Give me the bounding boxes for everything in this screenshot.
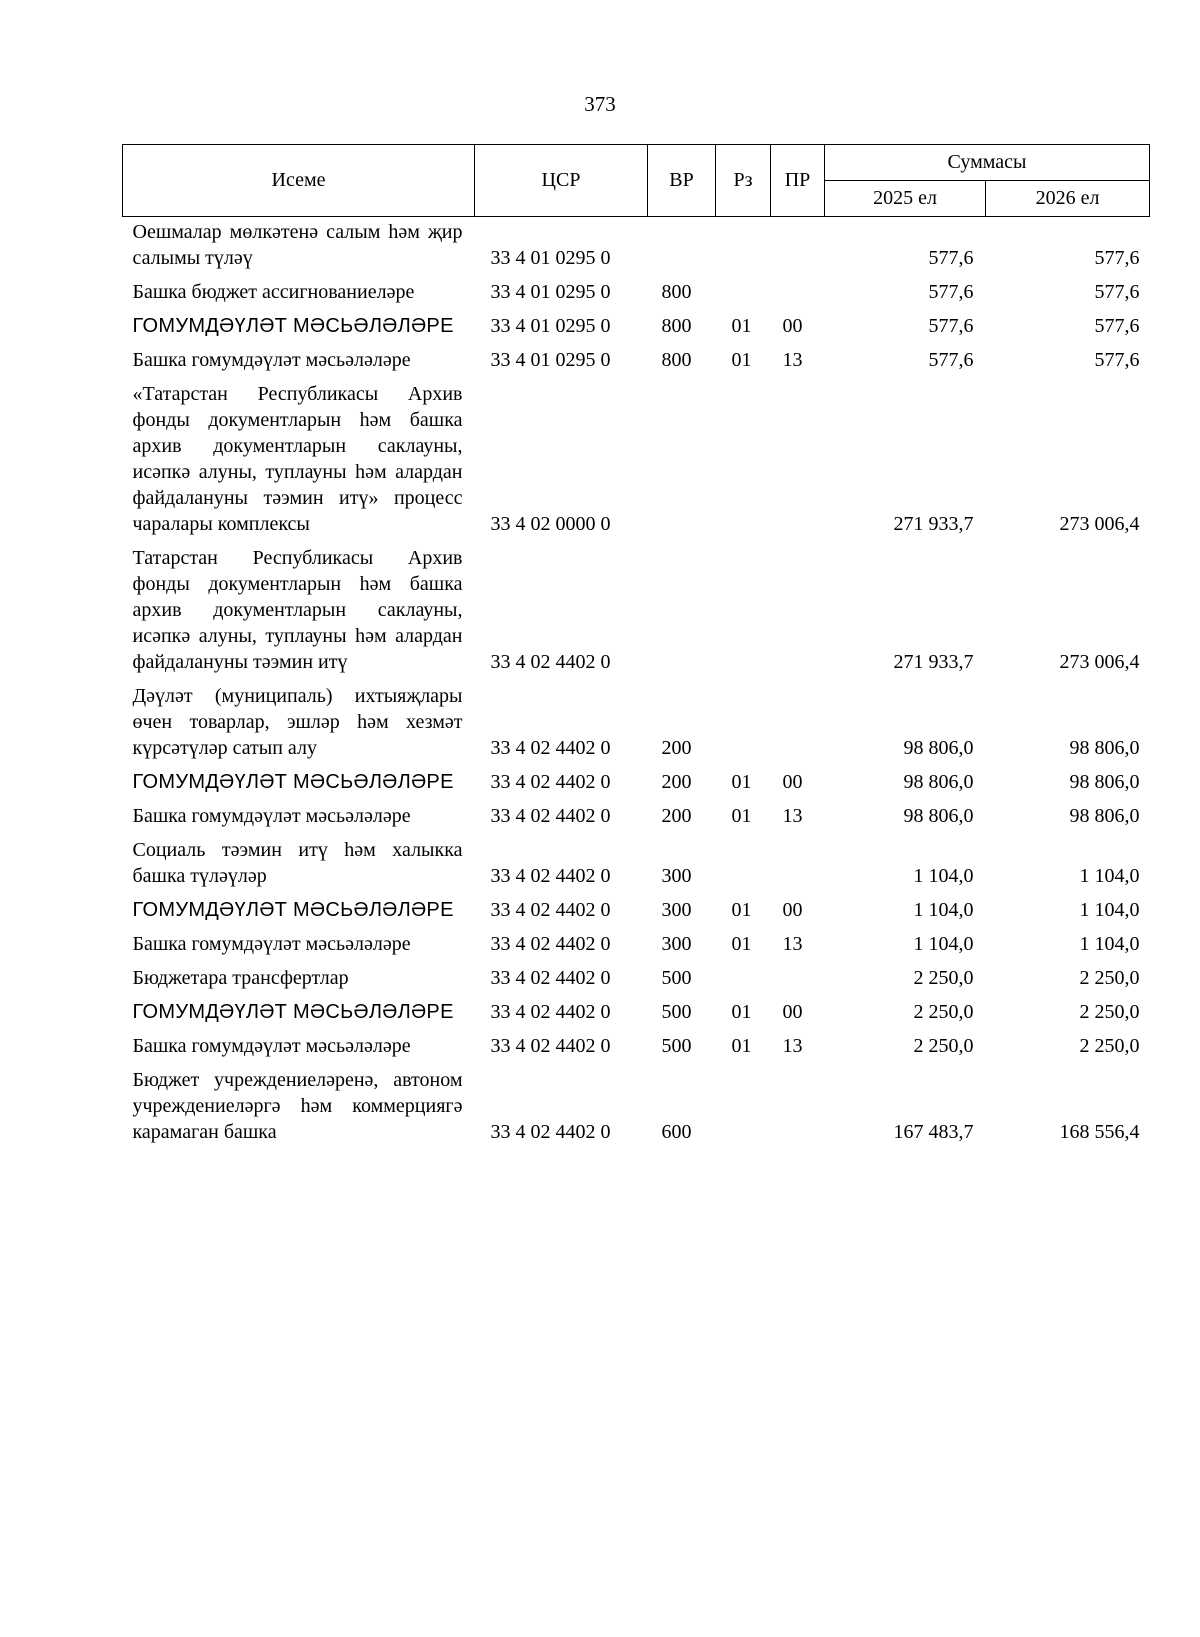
row-rz: 01 bbox=[731, 1001, 752, 1023]
row-pr bbox=[771, 381, 825, 545]
row-name: Башка гомумдәүләт мәсьәләләре bbox=[132, 349, 411, 371]
row-vr: 800 bbox=[661, 281, 692, 303]
row-name: Бюджетара трансфертлар bbox=[132, 967, 349, 989]
row-vr: 500 bbox=[661, 1001, 692, 1023]
row-vr: 300 bbox=[661, 899, 692, 921]
row-amount-2025: 2 250,0 bbox=[913, 1035, 974, 1057]
row-pr: 13 bbox=[782, 349, 803, 371]
header-name: Исеме bbox=[123, 145, 475, 217]
header-pr: ПР bbox=[771, 145, 825, 217]
row-amount-2025: 271 933,7 bbox=[893, 513, 974, 535]
row-csr: 33 4 02 4402 0 bbox=[490, 1121, 611, 1143]
row-rz: 01 bbox=[731, 1035, 752, 1057]
row-amount-2025: 167 483,7 bbox=[893, 1121, 974, 1143]
row-amount-2026: 1 104,0 bbox=[1079, 865, 1140, 887]
table-row bbox=[123, 965, 1150, 999]
row-csr: 33 4 02 4402 0 bbox=[490, 771, 611, 793]
row-amount-2025: 1 104,0 bbox=[913, 865, 974, 887]
row-amount-2025: 1 104,0 bbox=[913, 899, 974, 921]
row-csr: 33 4 02 4402 0 bbox=[490, 737, 611, 759]
row-amount-2026: 2 250,0 bbox=[1079, 967, 1140, 989]
header-csr: ЦСР bbox=[475, 145, 648, 217]
table-row bbox=[123, 837, 1150, 897]
table-row bbox=[123, 347, 1150, 381]
table-row bbox=[123, 999, 1150, 1033]
row-csr: 33 4 02 0000 0 bbox=[490, 513, 611, 535]
row-amount-2025: 577,6 bbox=[928, 315, 974, 337]
row-amount-2025: 577,6 bbox=[928, 281, 974, 303]
table-row bbox=[123, 1067, 1150, 1153]
row-amount-2026: 1 104,0 bbox=[1079, 933, 1140, 955]
row-name: ГОМУМДӘҮЛӘТ МӘСЬӘЛӘЛӘРЕ bbox=[132, 899, 454, 921]
row-pr bbox=[771, 965, 825, 999]
row-name: Башка бюджет ассигнованиеләре bbox=[132, 281, 415, 303]
row-amount-2025: 98 806,0 bbox=[903, 771, 974, 793]
row-pr bbox=[771, 837, 825, 897]
row-amount-2026: 1 104,0 bbox=[1079, 899, 1140, 921]
page-number: 373 bbox=[584, 92, 616, 116]
row-rz bbox=[716, 545, 771, 683]
row-rz: 01 bbox=[731, 771, 752, 793]
row-name: Башка гомумдәүләт мәсьәләләре bbox=[132, 1035, 411, 1057]
row-amount-2025: 577,6 bbox=[928, 349, 974, 371]
row-vr: 300 bbox=[661, 865, 692, 887]
row-amount-2026: 2 250,0 bbox=[1079, 1001, 1140, 1023]
row-name: Бюджет учреждениеләренә, автоном учреждениеләргә һәм коммерциягә карамаган башка bbox=[132, 1069, 463, 1143]
row-amount-2025: 1 104,0 bbox=[913, 933, 974, 955]
row-amount-2026: 577,6 bbox=[1094, 315, 1140, 337]
row-csr: 33 4 02 4402 0 bbox=[490, 967, 611, 989]
row-vr: 500 bbox=[661, 967, 692, 989]
row-vr: 500 bbox=[661, 1035, 692, 1057]
row-vr bbox=[648, 381, 716, 545]
row-vr: 200 bbox=[661, 771, 692, 793]
table-row bbox=[123, 1033, 1150, 1067]
row-pr bbox=[771, 545, 825, 683]
row-pr: 13 bbox=[782, 1035, 803, 1057]
row-csr: 33 4 01 0295 0 bbox=[490, 247, 611, 269]
row-pr: 00 bbox=[782, 771, 803, 793]
row-rz bbox=[716, 381, 771, 545]
table-row bbox=[123, 803, 1150, 837]
row-csr: 33 4 02 4402 0 bbox=[490, 651, 611, 673]
row-amount-2025: 98 806,0 bbox=[903, 737, 974, 759]
row-pr bbox=[771, 683, 825, 769]
row-csr: 33 4 01 0295 0 bbox=[490, 315, 611, 337]
row-csr: 33 4 02 4402 0 bbox=[490, 1001, 611, 1023]
row-pr: 13 bbox=[782, 933, 803, 955]
row-csr: 33 4 01 0295 0 bbox=[490, 281, 611, 303]
row-rz: 01 bbox=[731, 315, 752, 337]
row-rz bbox=[716, 279, 771, 313]
row-name: «Татарстан Республикасы Архив фонды документларын һәм башка архив документларын саклауны, исәпкә алуны, туплауны һәм алардан файдалануны тәэмин итү» процесс чаралары комплексы bbox=[132, 383, 463, 535]
table-row bbox=[123, 279, 1150, 313]
row-amount-2026: 168 556,4 bbox=[1059, 1121, 1140, 1143]
row-csr: 33 4 02 4402 0 bbox=[490, 933, 611, 955]
row-name: Социаль тәэмин итү һәм халыкка башка түләүләр bbox=[132, 839, 463, 887]
row-amount-2026: 577,6 bbox=[1094, 281, 1140, 303]
row-amount-2025: 2 250,0 bbox=[913, 1001, 974, 1023]
table-header bbox=[123, 145, 1150, 217]
row-rz: 01 bbox=[731, 933, 752, 955]
row-pr bbox=[771, 217, 825, 280]
row-rz bbox=[716, 1067, 771, 1153]
row-rz: 01 bbox=[731, 899, 752, 921]
row-amount-2026: 98 806,0 bbox=[1069, 737, 1140, 759]
row-amount-2025: 98 806,0 bbox=[903, 805, 974, 827]
row-amount-2026: 2 250,0 bbox=[1079, 1035, 1140, 1057]
row-rz bbox=[716, 683, 771, 769]
row-csr: 33 4 01 0295 0 bbox=[490, 349, 611, 371]
row-vr: 800 bbox=[661, 349, 692, 371]
row-vr: 800 bbox=[661, 315, 692, 337]
row-vr bbox=[648, 545, 716, 683]
budget-table bbox=[122, 144, 1150, 1153]
row-name: Дәүләт (муниципаль) ихтыяҗлары өчен товарлар, эшләр һәм хезмәт күрсәтүләр сатып алу bbox=[132, 685, 463, 759]
header-year-2026: 2026 ел bbox=[986, 181, 1150, 217]
table-row bbox=[123, 683, 1150, 769]
row-rz bbox=[716, 837, 771, 897]
row-amount-2025: 271 933,7 bbox=[893, 651, 974, 673]
table-row bbox=[123, 769, 1150, 803]
row-pr: 00 bbox=[782, 1001, 803, 1023]
row-pr bbox=[771, 279, 825, 313]
row-pr: 00 bbox=[782, 315, 803, 337]
row-pr: 00 bbox=[782, 899, 803, 921]
table-row bbox=[123, 545, 1150, 683]
row-amount-2026: 98 806,0 bbox=[1069, 771, 1140, 793]
row-csr: 33 4 02 4402 0 bbox=[490, 1035, 611, 1057]
header-rz: Рз bbox=[716, 145, 771, 217]
row-name: Башка гомумдәүләт мәсьәләләре bbox=[132, 933, 411, 955]
row-amount-2026: 273 006,4 bbox=[1059, 651, 1140, 673]
table-row bbox=[123, 217, 1150, 280]
row-amount-2025: 577,6 bbox=[928, 247, 974, 269]
row-name: ГОМУМДӘҮЛӘТ МӘСЬӘЛӘЛӘРЕ bbox=[132, 771, 454, 793]
row-amount-2026: 98 806,0 bbox=[1069, 805, 1140, 827]
table-row bbox=[123, 897, 1150, 931]
row-vr bbox=[648, 217, 716, 280]
row-csr: 33 4 02 4402 0 bbox=[490, 865, 611, 887]
row-vr: 200 bbox=[661, 805, 692, 827]
row-pr: 13 bbox=[782, 805, 803, 827]
table-body bbox=[123, 217, 1150, 1154]
row-amount-2026: 273 006,4 bbox=[1059, 513, 1140, 535]
row-name: ГОМУМДӘҮЛӘТ МӘСЬӘЛӘЛӘРЕ bbox=[132, 315, 454, 337]
row-csr: 33 4 02 4402 0 bbox=[490, 805, 611, 827]
header-sum: Суммасы bbox=[825, 145, 1150, 181]
row-csr: 33 4 02 4402 0 bbox=[490, 899, 611, 921]
row-rz: 01 bbox=[731, 349, 752, 371]
row-amount-2026: 577,6 bbox=[1094, 247, 1140, 269]
table-row bbox=[123, 931, 1150, 965]
row-amount-2026: 577,6 bbox=[1094, 349, 1140, 371]
header-vr: ВР bbox=[648, 145, 716, 217]
row-name: Башка гомумдәүләт мәсьәләләре bbox=[132, 805, 411, 827]
header-year-2025: 2025 ел bbox=[825, 181, 986, 217]
table-row bbox=[123, 381, 1150, 545]
row-vr: 300 bbox=[661, 933, 692, 955]
row-name: Оешмалар мөлкәтенә салым һәм җир салымы түләү bbox=[132, 221, 463, 269]
row-rz bbox=[716, 217, 771, 280]
row-vr: 600 bbox=[661, 1121, 692, 1143]
row-rz bbox=[716, 965, 771, 999]
row-name: Татарстан Республикасы Архив фонды документларын һәм башка архив документларын саклауны, исәпкә алуны, туплауны һәм алардан файдалануны тәэмин итү bbox=[132, 547, 463, 673]
row-name: ГОМУМДӘҮЛӘТ МӘСЬӘЛӘЛӘРЕ bbox=[132, 1001, 454, 1023]
row-rz: 01 bbox=[731, 805, 752, 827]
row-vr: 200 bbox=[661, 737, 692, 759]
table-row bbox=[123, 313, 1150, 347]
row-pr bbox=[771, 1067, 825, 1153]
row-amount-2025: 2 250,0 bbox=[913, 967, 974, 989]
